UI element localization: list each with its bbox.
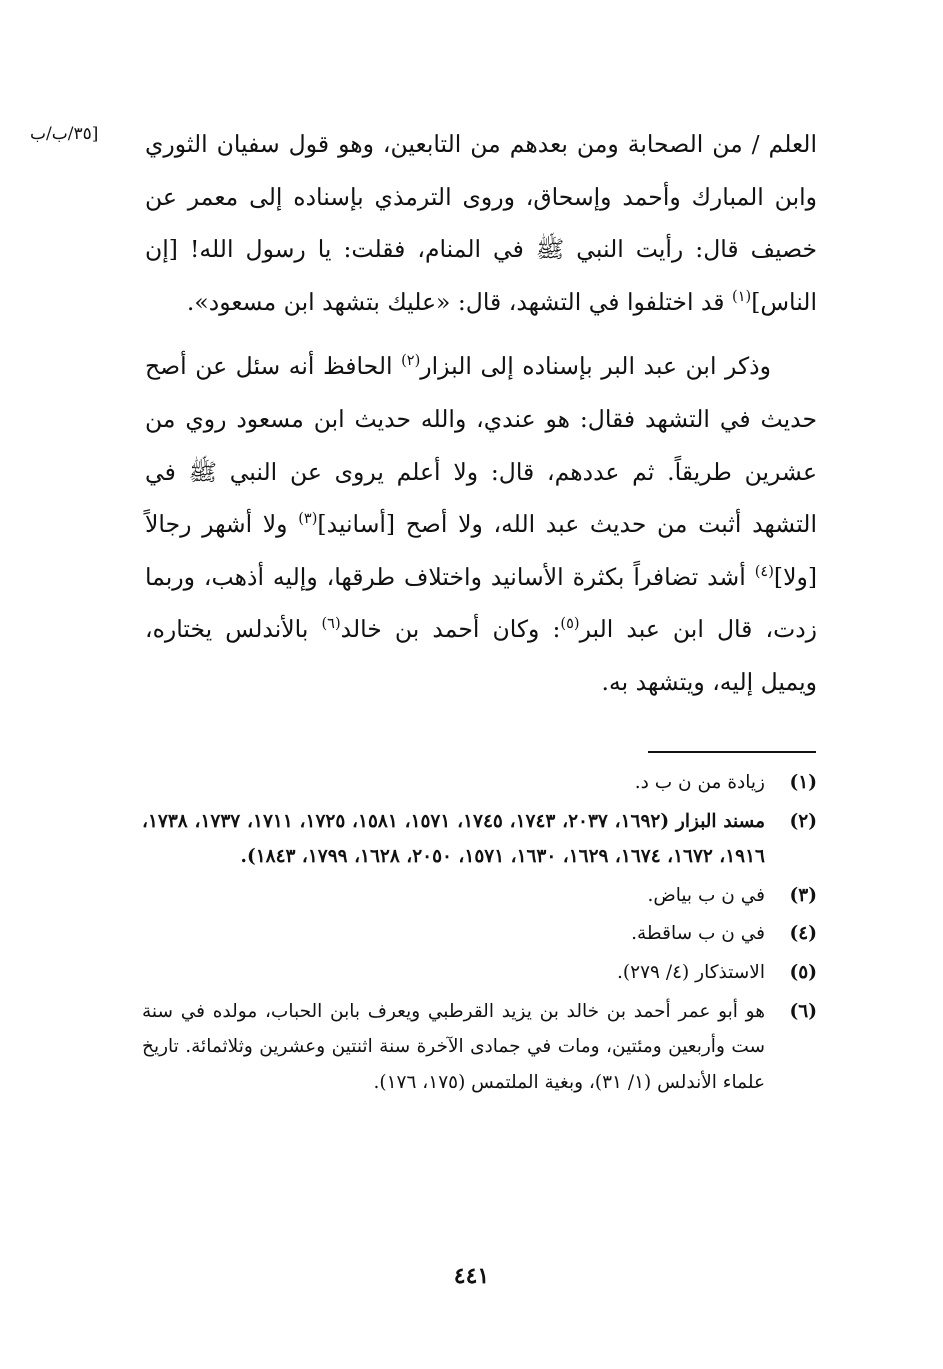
paragraph-2-text-a: وذكر ابن عبد البر بإسناده إلى البزار [420,352,771,381]
footnote-item [142,916,817,952]
paragraph-2-text-c: ولا أشهر رجالاً [ولا] [145,510,817,591]
paragraph-2-text-d: أشد تضافراً بكثرة الأسانيد واختلاف طرقها، وإليه أذهب، وربما زدت، قال ابن عبد البر [145,562,818,644]
paragraph-2-text-f: بالأندلس يختاره، ويميل إليه، ويتشهد به. [145,615,817,696]
footnote-separator [648,751,816,753]
footnote-number: (٥) [789,961,817,983]
paragraph-2-text-b: الحافظ أنه سئل عن أصح حديث في التشهد فقال: هو عندي، والله حديث ابن مسعود روي من عشرين طريقاً. ثم عددهم، قال: ولا أعلم يروى عن النبي ﷺ في التشهد أثبت من حديث عبد الله، ولا أصح [أسانيد] [145,352,817,539]
footnote-item [142,765,817,801]
main-text [145,118,817,709]
footnote-item [142,878,817,914]
footnote-item [142,955,817,991]
footnote-ref-6[interactable]: (٦) [321,615,341,633]
footnote-text: زيادة من ن ب د. [634,772,765,793]
page-number: ٤٤١ [453,1263,490,1289]
footnote-number: (٤) [789,923,817,945]
footnote-number: (١) [789,772,817,793]
footnote-ref-5[interactable]: (٥) [560,615,580,633]
footnote-text: مسند البزار (١٦٩٢، ٢٠٣٧، ١٧٤٣، ١٧٤٥، ١٥٧١، ١٥٨١، ١٧٢٥، ١٧١١، ١٧٣٧، ١٧٣٨، ١٩١٦، ١٦٧٢، ١٦٧٤، ١٦٢٩، ١٦٣٠، ١٥٧١، ٢٠٥٠، ١٦٢٨، ١٧٩٩، ١٨٤٣). [142,810,766,868]
footnote-ref-1[interactable]: (١) [732,287,752,305]
footnote-text: الاستذكار (٤/ ٢٧٩). [617,961,765,983]
paragraph-2 [145,340,817,708]
footnote-ref-2[interactable]: (٢) [401,352,421,370]
footnote-number: (٣) [789,884,817,906]
paragraph-2-text-e: : وكان أحمد بن خالد [340,615,561,644]
footnote-text: هو أبو عمر أحمد بن خالد بن يزيد القرطبي ويعرف بابن الحباب، مولده في سنة ست وأربعين ومئتين، ومات في جمادى الآخرة سنة اثنتين وعشرين وثلاثمائة. تاريخ علماء الأندلس (١/ ٣١)، وبغية الملتمس (١٧٥، ١٧٦). [142,1000,765,1093]
paragraph-1-text-b: قد اختلفوا في التشهد، قال: «عليك بتشهد ابن مسعود». [186,287,732,316]
paragraph-1 [145,118,817,328]
manuscript-folio-marker: [۳٥/ب/ب [30,124,99,144]
footnote-ref-4[interactable]: (٤) [754,562,774,580]
footnote-text: في ن ب بياض. [647,884,765,906]
footnote-item [142,804,817,875]
footnote-text: في ن ب ساقطة. [631,923,765,945]
footnote-number: (٦) [789,1000,817,1022]
footnote-ref-3[interactable]: (٣) [298,510,318,528]
footnotes [142,765,817,1103]
footnote-number: (٢) [789,810,817,832]
footnote-item [142,994,817,1101]
paragraph-1-text-a: العلم / من الصحابة ومن بعدهم من التابعين، وهو قول سفيان الثوري وابن المبارك وأحمد وإسحاق، وروى الترمذي بإسناده إلى معمر عن خصيف قال: رأيت النبي ﷺ في المنام، فقلت: يا رسول الله! [إن الناس] [145,130,817,316]
